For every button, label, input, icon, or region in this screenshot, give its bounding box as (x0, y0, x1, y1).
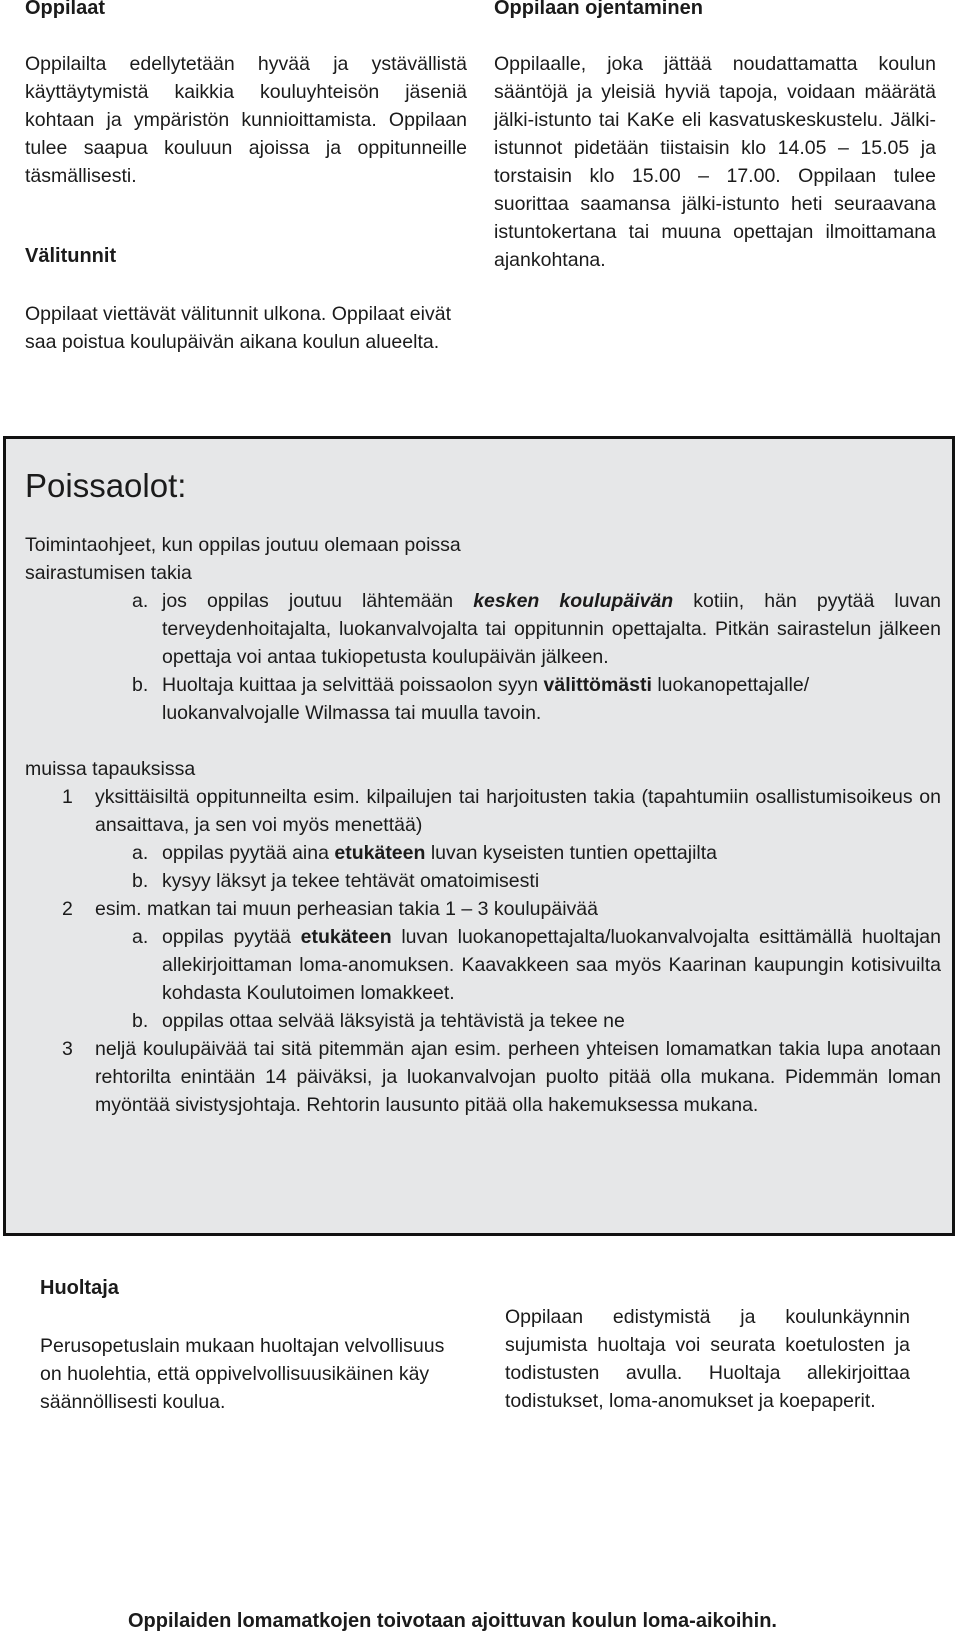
huoltaja-text-right: Oppilaan edistymistä ja koulunkäynnin sujumista huoltaja voi seurata koetulosten ja todistusten avulla. Huoltaja allekirjoittaa todistukset, loma-anomukset ja koepaperit. (505, 1306, 910, 1412)
case-1: 1 yksittäisiltä oppitunneilta esim. kilpailujen tai harjoitusten takia (tapahtumiin osallistumisoikeus on ansaittava, ja sen voi myös menettää) (25, 783, 941, 839)
ojentaminen-heading: Oppilaan ojentaminen (494, 0, 703, 19)
huoltaja-column (40, 1274, 470, 1416)
poissaolot-content (25, 531, 941, 1119)
case-number: 1 (62, 786, 73, 808)
item-label: b. (132, 674, 149, 696)
poissaolot-intro: Toimintaohjeet, kun oppilas joutuu olemaan poissa sairastumisen takia (25, 534, 461, 584)
emphasis-text: kesken koulupäivän (473, 590, 674, 612)
item-label: a. (132, 590, 149, 612)
other-cases-heading: muissa tapauksissa (25, 758, 196, 780)
valitunnit-heading: Välitunnit (25, 245, 117, 267)
poissaolot-title: Poissaolot: (25, 467, 187, 504)
case-2: 2 esim. matkan tai muun perheasian takia 1 – 3 koulupäivää (25, 895, 941, 923)
huoltaja-heading: Huoltaja (40, 1277, 119, 1299)
case-3: 3 neljä koulupäivää tai sitä pitemmän ajan esim. perheen yhteisen lomamatkan takia lupa anotaan rehtorilta enintään 14 päiväksi, ja luokanvalvojan puolto pitää olla mukana. Pidemmän loman myöntää sivistysjohtaja. Rehtorin lausunto pitää olla hakemuksessa mukana. (25, 1035, 941, 1119)
valitunnit-text: Oppilaat viettävät välitunnit ulkona. Oppilaat eivät saa poistua koulupäivän aikana koulun alueelta. (25, 303, 452, 353)
oppilaat-heading: Oppilaat (25, 0, 106, 19)
case-2-item-b: b. oppilas ottaa selvää läksyistä ja tehtävistä ja tekee ne (132, 1010, 625, 1032)
left-column (25, 0, 467, 356)
ojentaminen-text: Oppilaalle, joka jättää noudattamatta koulun sääntöjä ja yleisiä hyviä tapoja, voidaan määrätä jälki-istunto tai KaKe eli kasvatuskeskustelu. Jälki-istunnot pidetään tiistaisin klo 14.05 – 15.05 ja torstaisin klo 15.00 – 17.00. Oppilaan tulee suorittaa saamansa jälki-istunto heti seuraavana istuntokertana tai muuna opettajan ilmoittamana ajankohtana. (494, 53, 936, 271)
case-2-item-a: a. oppilas pyytää etukäteen luvan luokanopettajalta/luokanvalvojalta esittämällä huoltajan allekirjoittaman loma-anomuksen. Kaavakkeen saa myös Kaarinan kaupungin kotisivuilta kohdasta Koulutoimen lomakkeet. (132, 926, 941, 1004)
huoltaja-right-column (505, 1303, 910, 1415)
case-number: 3 (62, 1038, 73, 1060)
case-1-item-b: b. kysyy läksyt ja tekee tehtävät omatoimisesti (132, 870, 540, 892)
closing-statement: Oppilaiden lomamatkojen toivotaan ajoittuvan koulun loma-aikoihin. (128, 1610, 777, 1632)
case-1-item-a: a. oppilas pyytää aina etukäteen luvan kyseisten tuntien opettajilta (132, 842, 718, 864)
bold-text: välittömästi (543, 674, 652, 696)
sick-item-b: b. Huoltaja kuittaa ja selvittää poissaolon syyn välittömästi luokanopettajalle/ luokanvalvojalle Wilmassa tai muulla tavoin. (25, 671, 941, 727)
oppilaat-text: Oppilailta edellytetään hyvää ja ystävällistä käyttäytymistä kaikkia kouluyhteisön jäseniä kohtaan ja ympäristön kunnioittamista. Oppilaan tulee saapua kouluun ajoissa ja oppitunneille täsmällisesti. (25, 53, 467, 187)
right-column (494, 0, 936, 274)
case-number: 2 (62, 898, 73, 920)
huoltaja-text: Perusopetuslain mukaan huoltajan velvollisuus on huolehtia, että oppivelvollisuusikäinen käy säännöllisesti koulua. (40, 1335, 445, 1413)
sick-item-a: a. jos oppilas joutuu lähtemään kesken koulupäivän kotiin, hän pyytää luvan terveydenhoitajalta, luokanvalvojalta tai oppitunnin opettajalta. Pitkän sairastelun jälkeen opettaja voi antaa tukiopetusta koulupäivän jälkeen. (25, 587, 941, 671)
